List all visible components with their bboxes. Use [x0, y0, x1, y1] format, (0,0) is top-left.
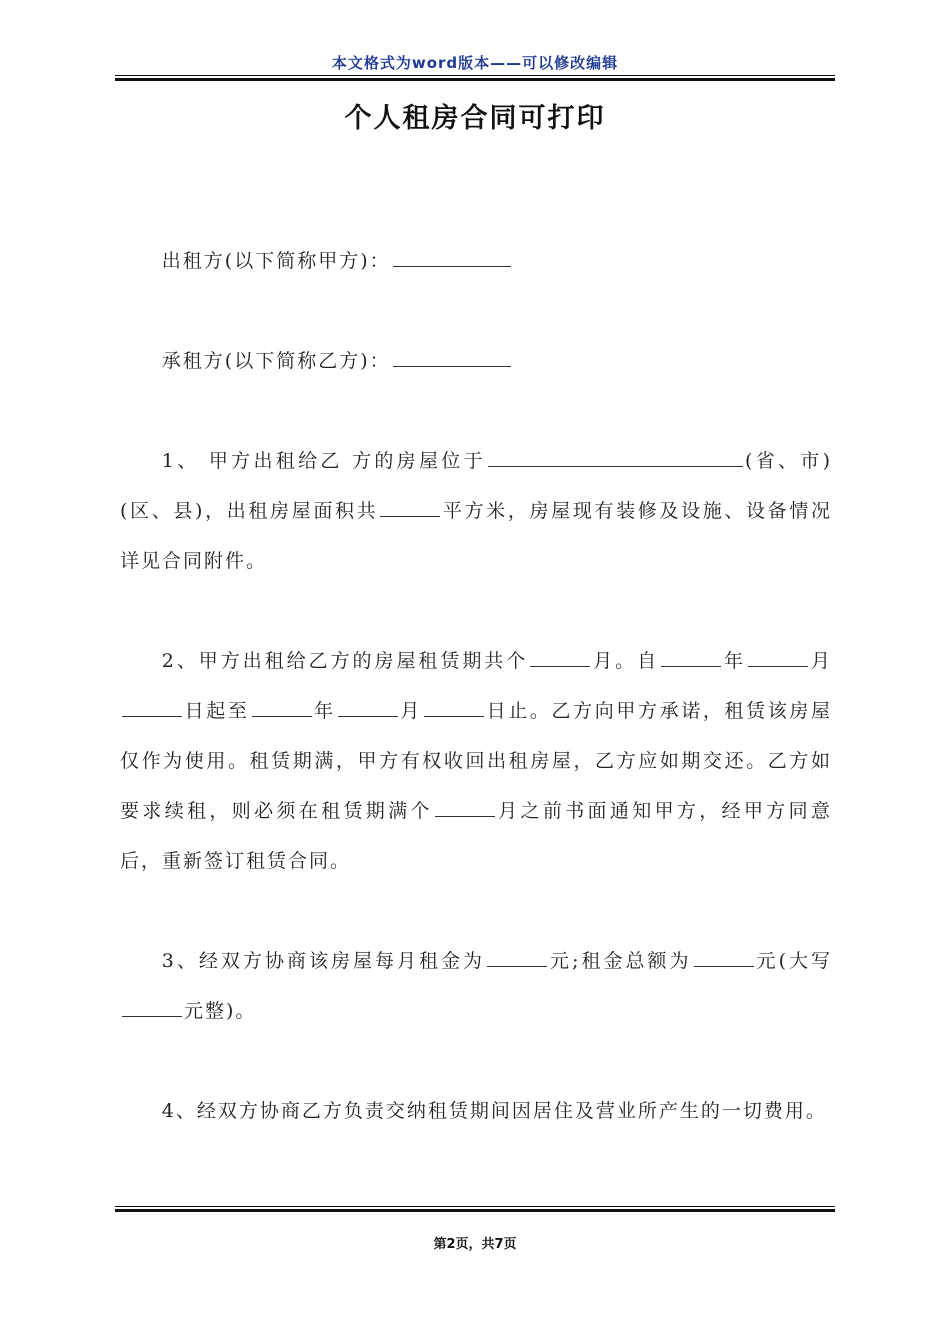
clause-1 — [120, 436, 832, 586]
clause-4-text: 4、经双方协商乙方负责交纳租赁期间因居住及营业所产生的一切费用。 — [161, 1100, 827, 1122]
lessor-label: 出租方(以下简称甲方)： — [161, 250, 391, 272]
clause-3-text: 元整)。 — [184, 1000, 257, 1022]
lessee-label: 承租方(以下简称乙方)： — [161, 350, 391, 372]
header-rule-thick — [115, 78, 835, 81]
clause-1-text: 平方米，房屋现有装修及设施、设备情况详见合同附件。 — [120, 500, 832, 572]
address-blank — [488, 445, 743, 467]
footer-rule-thin — [115, 1206, 835, 1207]
clause-3-text: 元(大写 — [755, 950, 833, 972]
notice-months-blank — [435, 795, 495, 817]
clause-3 — [120, 936, 832, 1036]
clause-4 — [120, 1086, 832, 1136]
header-rule-thin — [115, 75, 835, 76]
end-year-blank — [252, 695, 312, 717]
footer-rule-thick — [115, 1209, 835, 1212]
term-months-blank — [530, 645, 590, 667]
end-month-blank — [338, 695, 398, 717]
clause-1-text: 1、 甲方出租给乙 方的房屋位于 — [161, 450, 486, 472]
start-year-blank — [661, 645, 721, 667]
clause-2-text: 月 — [399, 700, 422, 722]
page-indicator: 第2页，共7页 — [433, 1237, 517, 1252]
clause-2 — [120, 636, 832, 886]
lessor-line — [120, 236, 832, 286]
total-rent-words-blank — [122, 995, 182, 1017]
clause-3-text: 3、经双方协商该房屋每月租金为 — [161, 950, 486, 972]
document-body — [120, 236, 832, 1186]
clause-3-text: 元;租金总额为 — [549, 950, 692, 972]
total-rent-blank — [694, 945, 754, 967]
lessee-line — [120, 336, 832, 386]
clause-2-text: 日止。乙方向甲方承诺，租赁该房屋仅作为使用。租赁期满，甲方有权收回出租房屋，乙方应如期交还。乙方如要求续租，则必须在租赁期满个 — [120, 700, 832, 822]
lessor-blank — [393, 245, 511, 267]
document-title: 个人租房合同可打印 — [344, 103, 606, 134]
lessee-blank — [393, 345, 511, 367]
clause-2-text: 2、甲方出租给乙方的房屋租赁期共个 — [161, 650, 529, 672]
monthly-rent-blank — [487, 945, 547, 967]
header-note: 本文格式为word版本——可以修改编辑 — [331, 54, 619, 72]
start-day-blank — [122, 695, 182, 717]
clause-2-text: 日起至 — [184, 700, 250, 722]
clause-2-text: 月 — [810, 650, 832, 672]
clause-2-text: 月之前书面通知甲方，经甲方同意后，重新签订租赁合同。 — [120, 800, 832, 872]
clause-2-text: 年 — [313, 700, 336, 722]
start-month-blank — [748, 645, 808, 667]
area-blank — [380, 495, 440, 517]
clause-2-text: 月。自 — [592, 650, 660, 672]
clause-1-text: (省、市)(区、县)，出租房屋面积共 — [120, 450, 833, 522]
end-day-blank — [424, 695, 484, 717]
clause-2-text: 年 — [723, 650, 747, 672]
